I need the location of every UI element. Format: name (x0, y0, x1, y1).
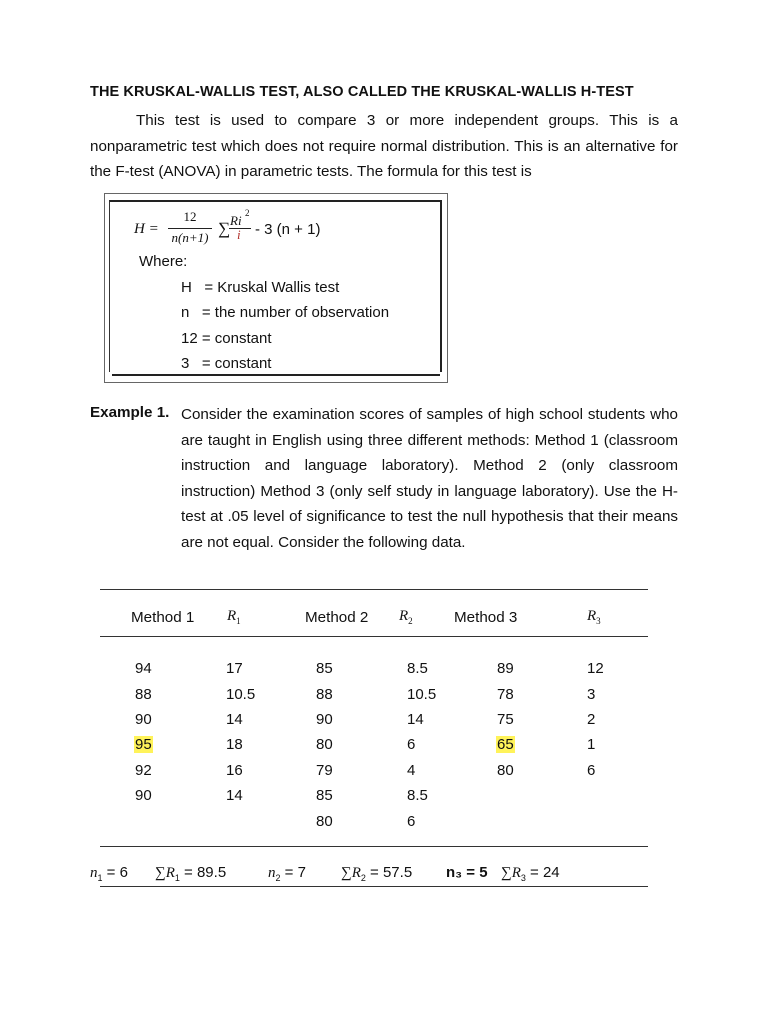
table-cell: 78 (497, 686, 514, 703)
where-label: Where: (139, 253, 188, 270)
table-cell: 88 (316, 686, 333, 703)
table-cell: 80 (497, 762, 514, 779)
table-cell: 8.5 (407, 787, 428, 804)
table-cell: 88 (135, 686, 152, 703)
formula-h-equals: H = (134, 221, 159, 237)
table-cell: 80 (316, 736, 333, 753)
formula-numerator: 12 (183, 209, 197, 224)
table-cell-highlighted: 65 (497, 736, 514, 753)
table-top-rule (100, 589, 648, 590)
table-bottom-rule (100, 846, 648, 847)
table-header-rule (100, 636, 648, 637)
definition-n: n = the number of observation (181, 304, 390, 321)
table-cell: 10.5 (407, 686, 437, 703)
table-cell: 14 (407, 711, 424, 728)
summary-sum-r1: $\sum R_1 = 89.5$ (155, 864, 227, 883)
header-method-1: Method 1 (131, 609, 195, 626)
table-cell: 90 (135, 711, 152, 728)
example-label: Example 1. (90, 404, 170, 421)
table-cell: 6 (407, 813, 416, 830)
formula-fraction-line (168, 228, 212, 229)
table-cell: 14 (226, 711, 243, 728)
page-heading: THE KRUSKAL-WALLIS TEST, ALSO CALLED THE KRUSKAL-WALLIS H-TEST (90, 84, 634, 100)
formula-ri-exponent: 2 (245, 208, 250, 218)
summary-sum-r3: $\sum R_3 = 24$ (501, 864, 560, 883)
table-cell: 12 (587, 660, 604, 677)
summary-sum-r2: $\sum R_2 = 57.5$ (341, 864, 413, 883)
table-cell: 17 (226, 660, 243, 677)
table-cell: 90 (135, 787, 152, 804)
table-cell: 75 (497, 711, 514, 728)
table-cell: 18 (226, 736, 243, 753)
table-cell-highlighted: 95 (135, 736, 152, 753)
intro-paragraph (90, 108, 678, 185)
definition-3: 3 = constant (181, 355, 272, 372)
table-cell: 1 (587, 736, 596, 753)
summary-n2: $n_2 = 7$ (268, 864, 306, 883)
table-cell: 79 (316, 762, 333, 779)
formula-ri: Ri (230, 213, 242, 228)
header-rank-3: $R_3$ (587, 608, 601, 626)
formula-tail: - 3 (n + 1) (255, 221, 321, 238)
formula-sigma: ∑ (218, 219, 231, 238)
table-cell: 14 (226, 787, 243, 804)
table-cell: 8.5 (407, 660, 428, 677)
table-cell: 85 (316, 660, 333, 677)
example-text: Consider the examination scores of samples of high school students who are taught in English using three different methods: Method 1 (classroom instruction and language laboratory). Method 2 (only classroom instruction) Method 3 (only self study in language laboratory). Use the H-test at .05 level of significance to test the null hypothesis that their means are not equal. Consider the following data. (181, 406, 678, 551)
summary-bottom-rule (100, 886, 648, 887)
formula-box-divider (112, 374, 440, 376)
table-cell: 92 (135, 762, 152, 779)
header-rank-1: $R_1$ (227, 608, 241, 626)
formula-ri-denominator: i (237, 227, 241, 242)
table-cell: 89 (497, 660, 514, 677)
table-cell: 80 (316, 813, 333, 830)
formula-box (104, 193, 448, 385)
table-cell: 4 (407, 762, 416, 779)
table-cell: 6 (407, 736, 416, 753)
intro-text: This test is used to compare 3 or more independent groups. This is a nonparametric test which does not require normal distribution. This is an alternative for the F-test (ANOVA) in parametric tests. The formula for this test is (90, 112, 678, 180)
definition-12: 12 = constant (181, 330, 272, 347)
definition-h: H = Kruskal Wallis test (181, 279, 340, 296)
table-cell: 3 (587, 686, 596, 703)
header-rank-2: $R_2$ (399, 608, 413, 626)
header-method-2: Method 2 (305, 609, 369, 626)
summary-n1: $n_1 = 6$ (90, 864, 128, 883)
table-cell: 90 (316, 711, 333, 728)
table-cell: 16 (226, 762, 243, 779)
table-cell: 85 (316, 787, 333, 804)
table-cell: 6 (587, 762, 596, 779)
formula-denominator: n(n+1) (171, 230, 209, 245)
header-method-3: Method 3 (454, 609, 518, 626)
summary-n3: n₃ = 5 (446, 864, 488, 881)
table-cell: 10.5 (226, 686, 256, 703)
table-cell: 94 (135, 660, 152, 677)
table-cell: 2 (587, 711, 596, 728)
